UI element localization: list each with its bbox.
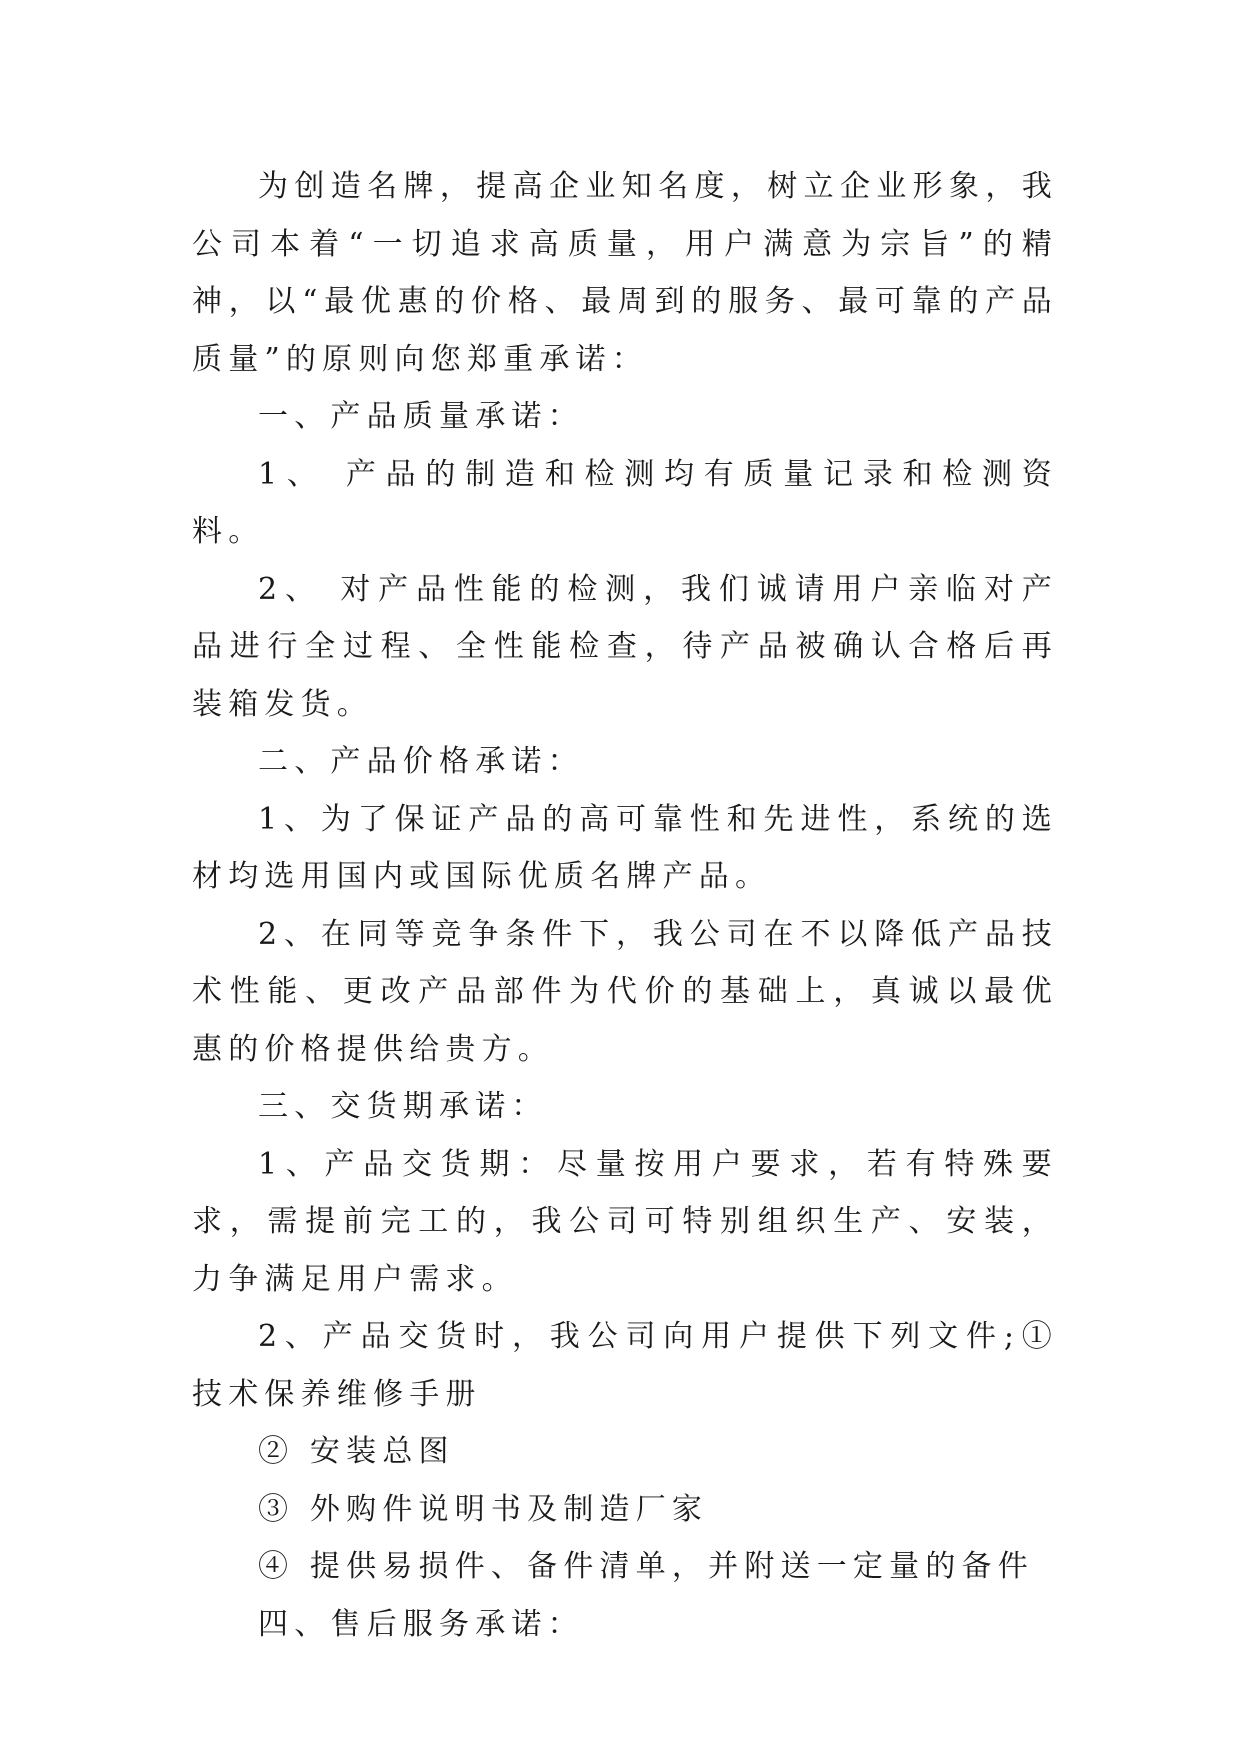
section-heading-service: 四、售后服务承诺：: [258, 1606, 584, 1642]
delivery-doc-4: ④ 提供易损件、备件清单，并附送一定量的备件: [258, 1549, 1034, 1584]
section-heading-delivery: 三、交货期承诺：: [258, 1089, 548, 1124]
delivery-item-2: 2、产品交货时，我公司向用户提供下列文件;① 技术保养维修手册: [192, 1319, 1058, 1412]
quality-item-2: 2、 对产品性能的检测，我们诚请用户亲临对产品进行全过程、全性能检查，待产品被确认合格后再装箱发货。: [192, 571, 1058, 722]
delivery-doc-3: ③ 外购件说明书及制造厂家: [258, 1491, 709, 1527]
price-item-2: 2、在同等竞争条件下，我公司在不以降低产品技术性能、更改产品部件为代价的基础上，真诚以最优惠的价格提供给贵方。: [192, 916, 1058, 1067]
price-item-1: 1、为了保证产品的高可靠性和先进性，系统的选材均选用国内或国际优质名牌产品。: [192, 801, 1058, 894]
intro-paragraph: 为创造名牌，提高企业知名度，树立企业形象，我公司本着“一切追求高质量，用户满意为宗旨”的精神，以“最优惠的价格、最周到的服务、最可靠的产品质量”的原则向您郑重承诺：: [192, 169, 1058, 377]
delivery-doc-2: ② 安装总图: [258, 1434, 455, 1469]
section-heading-price: 二、产品价格承诺：: [258, 744, 584, 779]
document-body: [192, 158, 1058, 1653]
delivery-item-1: 1、产品交货期：尽量按用户要求，若有特殊要求，需提前完工的，我公司可特别组织生产、安装，力争满足用户需求。: [192, 1146, 1058, 1297]
section-heading-quality: 一、产品质量承诺：: [258, 399, 584, 434]
quality-item-1: 1、 产品的制造和检测均有质量记录和检测资料。: [192, 456, 1058, 549]
